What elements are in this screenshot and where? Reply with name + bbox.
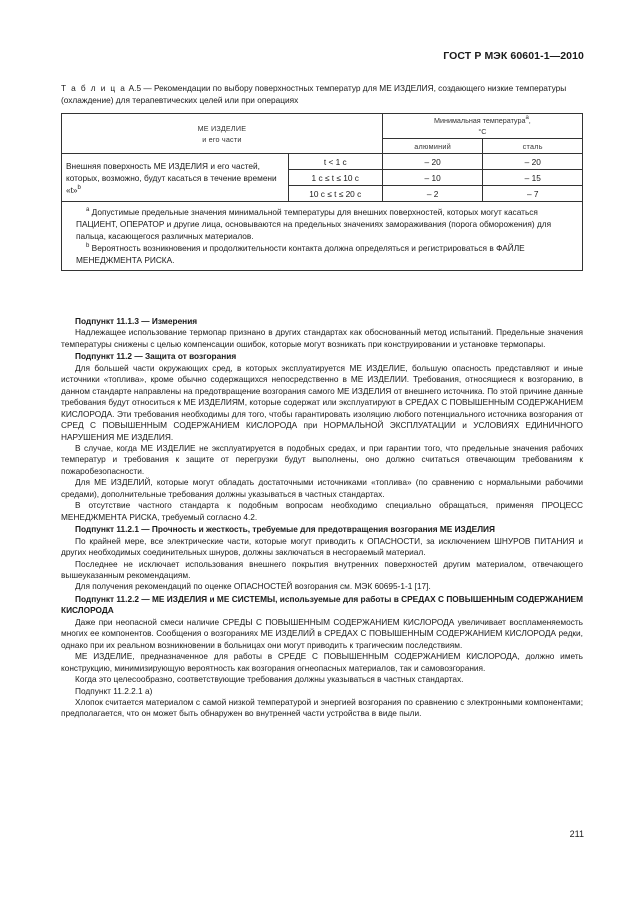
paragraph: Надлежащее использование термопар признано в других стандартах как обоснованный метод испытаний. Предельные значения температуры снижены с целью компенсации ошибок, которые могут возникать при конструировании и установке термопары. <box>61 327 583 349</box>
row-footnote-mark: b <box>77 184 81 191</box>
column-header-me-line2: и его части <box>202 134 242 144</box>
paragraph: Когда это целесообразно, соответствующие требования должны указываться в частных стандартах. <box>75 674 464 685</box>
aluminum-value: – 10 <box>382 170 483 186</box>
min-temp-footnote-mark: a <box>525 115 529 121</box>
body-text <box>61 315 583 720</box>
column-header-aluminum: алюминий <box>382 139 483 154</box>
note-b-mark: b <box>86 243 90 249</box>
column-header-me-line1: МЕ ИЗДЕЛИЕ <box>197 123 247 133</box>
table-row <box>62 154 583 170</box>
row-description-text: Внешняя поверхность МЕ ИЗДЕЛИЯ и его частей, которых, возможно, будут касаться в течение времени «t» <box>66 160 277 195</box>
paragraph: Последнее не исключает использования внешнего покрытия внутренних поверхностей другим материалом, отвечающего вышеуказанным рекомендациям. <box>61 558 583 580</box>
aluminum-value: – 20 <box>382 154 483 170</box>
table-note-b <box>76 242 576 266</box>
paragraph: В отсутствие частного стандарта к подобным вопросам необходимо специально обращаться, применяя ПРОЦЕСС МЕНЕДЖМЕНТА РИСКА, требуемый согласно 4.2. <box>61 500 583 522</box>
steel-value: – 7 <box>483 186 583 202</box>
min-temp-unit: °С <box>478 127 487 136</box>
paragraph: МЕ ИЗДЕЛИЕ, предназначенное для работы в СРЕДЕ С ПОВЫШЕННЫМ СОДЕРЖАНИЕМ КИСЛОРОДА, должно иметь конструкцию, минимизирующую вероятность как возгорания огнеопасных материалов, так и самовозгорания. <box>61 651 583 673</box>
subclause-heading: Подпункт 11.2 — Защита от возгорания <box>75 351 237 362</box>
table-caption <box>61 82 583 106</box>
column-header-me-device <box>62 114 383 154</box>
paragraph: Даже при неопасной смеси наличие СРЕДЫ С ПОВЫШЕННЫМ СОДЕРЖАНИЕМ КИСЛОРОДА увеличивает воспламеняемость многих ее компонентов. Сообщения о возгораниях МЕ ИЗДЕЛИЙ в СРЕДАХ С ПОВЫШЕННЫМ СОДЕРЖАНИЕМ КИСЛОРОДА редки, однако при их реальном возникновении в больницах они могут приводить к трагическим последствиям. <box>61 616 583 650</box>
min-temp-label: Минимальная температура <box>433 116 526 125</box>
recommendation-table <box>61 113 583 271</box>
time-cell: t < 1 c <box>288 154 382 170</box>
paragraph: Для получения рекомендаций по оценке ОПАСНОСТЕЙ возгорания см. МЭК 60695-1-1 [17]. <box>75 581 431 592</box>
column-header-min-temp: Минимальная температура$^a$, °С <box>382 114 582 139</box>
standard-header: ГОСТ Р МЭК 60601-1—2010 <box>443 50 584 62</box>
note-a-text: Допустимые предельные значения минимальной температуры для внешних поверхностей, которых могут касаться ПАЦИЕНТ, ОПЕРАТОР и другие лица, основываются на предельных значениях замораживания (порога обморожения) для пальца, касающегося различных материалов. <box>76 207 552 241</box>
paragraph: В случае, когда МЕ ИЗДЕЛИЕ не эксплуатируется в подобных средах, и при гарантии того, что предельные значения рабочих температур и требования к защите от перегрузки будут выполнены, оно должно считаться отвечающим требованиям к пожаробезопасности. <box>61 442 583 476</box>
steel-value: – 20 <box>483 154 583 170</box>
steel-value: – 15 <box>483 170 583 186</box>
note-a-mark: a <box>86 207 90 213</box>
paragraph: Для МЕ ИЗДЕЛИЙ, которые могут обладать достаточными источниками «топлива» (по сравнению с нормальными рабочими средами), дополнительные требования должны указываться в частных стандартах. <box>61 477 583 499</box>
paragraph: Хлопок считается материалом с самой низкой температурой и энергией возгорания по сравнению с электронными компонентами; предполагается, что он может быть обнаружен во внутренней части устройства в виде пыли. <box>61 696 583 719</box>
table-note-a <box>76 206 576 242</box>
row-description <box>62 154 289 202</box>
subclause-heading: Подпункт 11.2.2 — МЕ ИЗДЕЛИЯ и МЕ СИСТЕМЫ, используемые для работы в СРЕДАХ С ПОВЫШЕННЫМ СОДЕРЖАНИЕМ КИСЛОРОДА <box>61 593 583 616</box>
aluminum-value: – 2 <box>382 186 483 202</box>
paragraph: Подпункт 11.2.2.1 а) <box>75 685 153 696</box>
subclause-heading: Подпункт 11.2.1 — Прочность и жесткость, требуемые для предотвращения возгорания МЕ ИЗДЕЛИЯ <box>75 524 495 535</box>
column-header-steel: сталь <box>483 139 583 154</box>
note-b-text: Вероятность возникновения и продолжительности контакта должна определяться и регистрироваться в ФАЙЛЕ МЕНЕДЖМЕНТА РИСКА. <box>76 243 525 265</box>
paragraph: Для большей части окружающих сред, в которых эксплуатируется МЕ ИЗДЕЛИЕ, большую опасность представляют и иные источники «топлива», кроме обычно содержащихся непосредственно в МЕ ИЗДЕЛИИ. Требования, относящиеся к возгоранию, в данном стандарте направлены на предотвращение возгорания самого МЕ ИЗДЕЛИЯ от внешнего источника. По этой причине данные требования будут относиться к МЕ ИЗДЕЛИЯМ, которые содержат или эксплуатируют в СРЕДАХ С ПОВЫШЕННЫМ СОДЕРЖАНИЕМ КИСЛОРОДА. Эти требования необходимы для того, чтобы гарантировать изоляцию любого потенциального источника возгорания от СРЕД С ПОВЫШЕННЫМ СОДЕРЖАНИЕМ КИСЛОРОДА при НОРМАЛЬНОЙ ЭКСПЛУАТАЦИИ и УСЛОВИЯХ ЕДИНИЧНОГО НАРУШЕНИЯ МЕ ИЗДЕЛИЯ. <box>61 362 583 442</box>
table-caption-label: Т а б л и ц а <box>61 83 127 93</box>
time-cell: 10 c ≤ t ≤ 20 c <box>288 186 382 202</box>
page-number: 211 <box>569 829 584 839</box>
time-cell: 1 c ≤ t ≤ 10 c <box>288 170 382 186</box>
paragraph: По крайней мере, все электрические части, которые могут приводить к ОПАСНОСТИ, за исключением ШНУРОВ ПИТАНИЯ и других необходимых соединительных шнуров, должны заключаться в несгораемый материал. <box>61 535 583 558</box>
subclause-heading: Подпункт 11.1.3 — Измерения <box>75 316 198 326</box>
table-caption-text: А.5 — Рекомендации по выбору поверхностных температур для МЕ ИЗДЕЛИЯ, создающего низкие температуры (охлаждение) для терапевтических целей или при операциях <box>61 83 567 105</box>
table-notes <box>62 202 583 271</box>
